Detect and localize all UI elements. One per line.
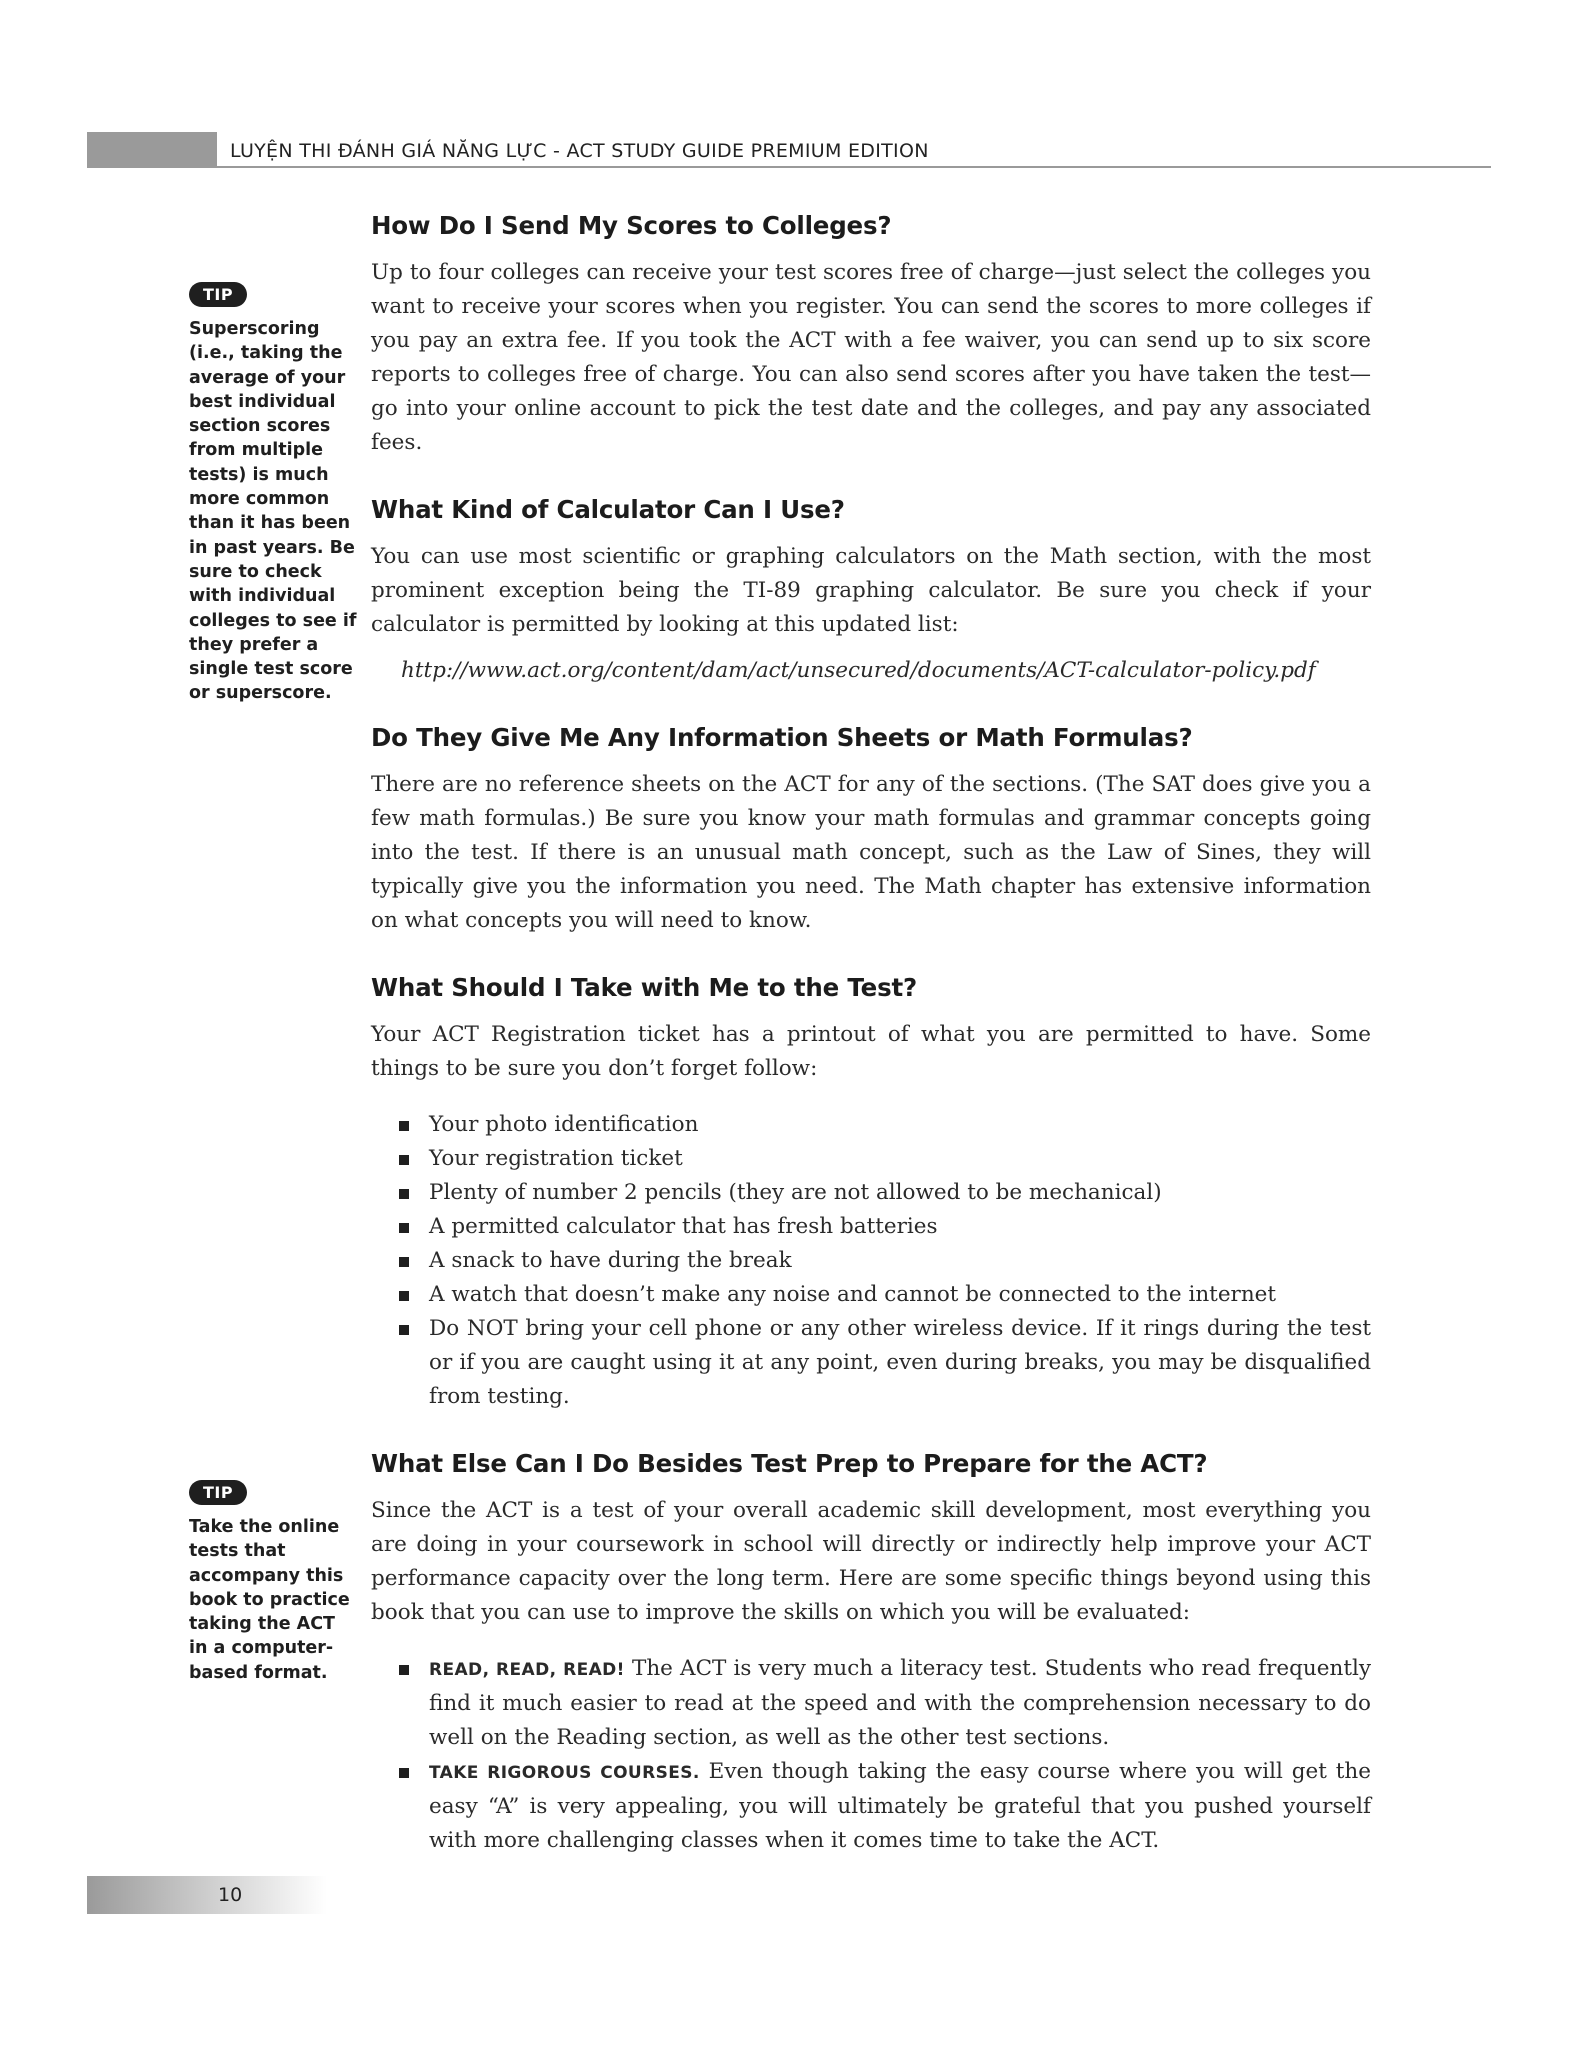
page-number: 10	[218, 1884, 243, 1906]
section-take-to-test	[371, 972, 1371, 1414]
section-heading: Do They Give Me Any Information Sheets or Math Formulas?	[371, 723, 1193, 752]
section-heading: What Should I Take with Me to the Test?	[371, 973, 917, 1002]
section-body: There are no reference sheets on the ACT for any of the sections. (The SAT does give you a few math formulas.) Be sure you know your math formulas and grammar concepts going into the test. If there is an unusual math concept, such as the Law of Sines, they will typically give you the information you need. The Math chapter has extensive information on what concepts you will need to know.	[371, 772, 1371, 933]
section-body: Since the ACT is a test of your overall academic skill development, most everything you are doing in your coursework in school will directly or indirectly help improve your ACT performance capacity over the long term. Here are some specific things beyond using this book that you can use to improve the skills on which you will be evaluated:	[371, 1498, 1371, 1625]
header-rule	[87, 166, 1491, 168]
list-item: Plenty of number 2 pencils (they are not allowed to be mechanical)	[371, 1176, 1371, 1210]
square-bullet-icon	[399, 1665, 409, 1675]
section-heading: How Do I Send My Scores to Colleges?	[371, 211, 892, 240]
section-heading: What Else Can I Do Besides Test Prep to Prepare for the ACT?	[371, 1449, 1208, 1478]
advice-list	[371, 1652, 1371, 1858]
footer-accent-bar	[87, 1876, 327, 1914]
square-bullet-icon	[399, 1155, 409, 1165]
list-item: TAKE RIGOROUS COURSES. Even though taking the easy course where you will get the easy “A” is very appealing, you will ultimately be grateful that you pushed yourself with more challenging classes when it comes time to take the ACT.	[371, 1755, 1371, 1858]
square-bullet-icon	[399, 1768, 409, 1778]
tip-text: Take the online tests that accompany this book to practice taking the ACT in a computer-based format.	[189, 1517, 350, 1683]
square-bullet-icon	[399, 1189, 409, 1199]
list-item: A permitted calculator that has fresh batteries	[371, 1210, 1371, 1244]
checklist	[371, 1108, 1371, 1414]
running-header: LUYỆN THI ĐÁNH GIÁ NĂNG LỰC - ACT STUDY GUIDE PREMIUM EDITION	[230, 140, 929, 162]
list-item: Your registration ticket	[371, 1142, 1371, 1176]
section-info-sheets	[371, 722, 1371, 938]
section-body: Up to four colleges can receive your test scores free of charge—just select the colleges you want to receive your scores when you register. You can send the scores to more colleges if you pay an extra fee. If you took the ACT with a fee waiver, you can send up to six score reports to colleges free of charge. You can also send scores after you have taken the test—go into your online account to pick the test date and the colleges, and pay any associated fees.	[371, 260, 1371, 455]
square-bullet-icon	[399, 1223, 409, 1233]
list-item: Your photo identification	[371, 1108, 1371, 1142]
tip-badge: TIP	[189, 1480, 247, 1505]
section-body: Your ACT Registration ticket has a printout of what you are permitted to have. Some things to be sure you don’t forget follow:	[371, 1022, 1371, 1081]
square-bullet-icon	[399, 1325, 409, 1335]
calculator-policy-link: http://www.act.org/content/dam/act/unsecured/documents/ACT-calculator-policy.pdf	[401, 658, 1316, 683]
main-content	[371, 210, 1371, 1892]
list-item: A watch that doesn’t make any noise and cannot be connected to the internet	[371, 1278, 1371, 1312]
section-calculator	[371, 494, 1371, 688]
sidebar-tip-2	[189, 1480, 357, 1685]
tip-text: Superscoring (i.e., taking the average of your best individual section scores from multiple tests) is much more common than it has been in past years. Be sure to check with individual colleges to see if they prefer a single test score or superscore.	[189, 319, 357, 704]
tip-badge: TIP	[189, 282, 247, 307]
lead-in: TAKE RIGOROUS COURSES.	[429, 1763, 700, 1783]
section-besides-prep	[371, 1448, 1371, 1858]
square-bullet-icon	[399, 1291, 409, 1301]
section-send-scores	[371, 210, 1371, 460]
header-accent-bar	[87, 132, 217, 168]
list-item: A snack to have during the break	[371, 1244, 1371, 1278]
square-bullet-icon	[399, 1257, 409, 1267]
list-item: READ, READ, READ! The ACT is very much a literacy test. Students who read frequently find it much easier to read at the speed and with the comprehension necessary to do well on the Reading section, as well as the other test sections.	[371, 1652, 1371, 1755]
lead-in: READ, READ, READ!	[429, 1660, 625, 1680]
square-bullet-icon	[399, 1121, 409, 1131]
section-heading: What Kind of Calculator Can I Use?	[371, 495, 845, 524]
sidebar-tip-1	[189, 282, 357, 706]
section-body: You can use most scientific or graphing calculators on the Math section, with the most prominent exception being the TI-89 graphing calculator. Be sure you check if your calculator is permitted by looking at this updated list:	[371, 544, 1371, 637]
list-item: Do NOT bring your cell phone or any other wireless device. If it rings during the test or if you are caught using it at any point, even during breaks, you may be disqualified from testing.	[371, 1312, 1371, 1414]
